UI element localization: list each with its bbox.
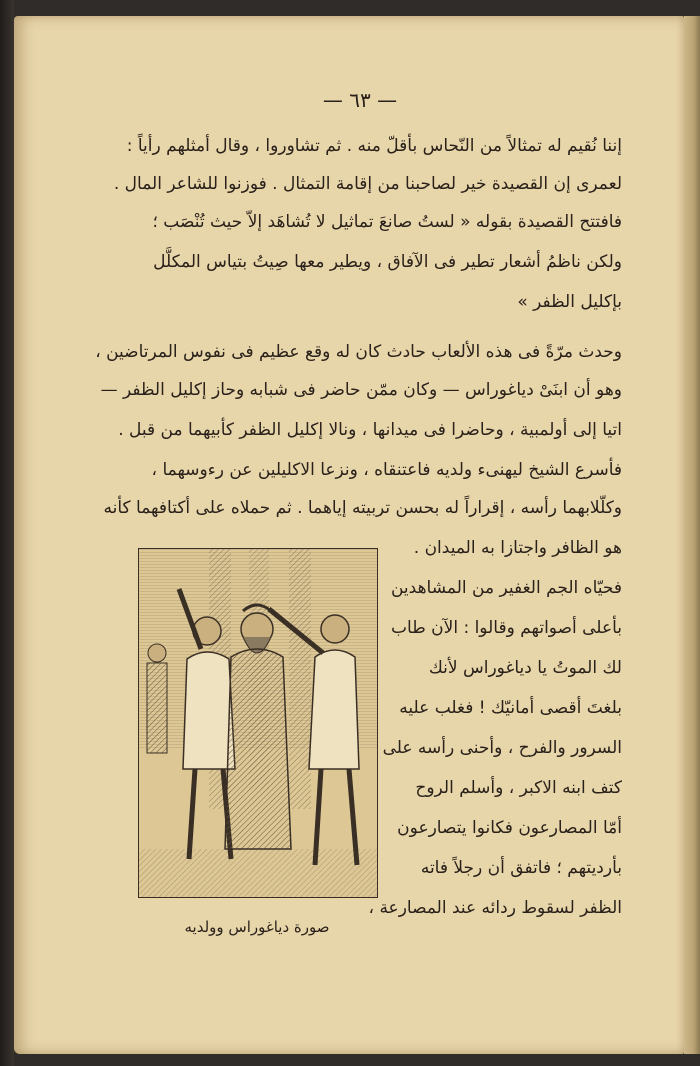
column-line: بأعلى أصواتهم وقالوا : الآن طاب [391,618,622,638]
text-line: لعمرى إن القصيدة خير لصاحبنا من إقامة التمثال . فوزنوا للشاعر المال . [113,174,622,194]
illustration-caption: صورة دياغوراس وولديه [184,918,330,936]
text-line: ولكن ناظمُ أشعار تطير فى الآفاق ، ويطير معها صِيتُ بتياس المكلَّل [153,252,622,272]
book-binding [0,0,14,1066]
text-line: إننا نُقيم له تمثالاً من النّحاس بأقلّ منه . ثم تشاوروا ، وقال أمثلهم رأياً : [126,136,622,156]
engraving-drawing [139,549,377,897]
column-line: لك الموتُ يا دياغوراس لأنك [428,658,622,678]
text-line: وكلّلابهما رأسه ، إقراراً له بحسن تربيته إياهما . ثم حملاه على أكتافهما كأنه [103,498,622,518]
text-line: اتيا إلى أولمبية ، وحاضرا فى ميدانها ، ونالا إكليل الظفر كأبيهما من قبل . [118,420,622,440]
column-line: بلغتَ أقصى أمانيّك ! فغلب عليه [399,698,622,718]
text-line: وحدث مرّةً فى هذه الألعاب حادث كان له وقع عظيم فى نفوس المرتاضين ، [95,342,622,362]
column-line: أمّا المصارعون فكانوا يتصارعون [397,818,622,838]
page-edge [684,16,700,1054]
column-line: كتف ابنه الاكبر ، وأسلم الروح [415,778,622,798]
text-line: فأسرع الشيخ ليهنىء ولديه فاعتنقاه ، ونزعا الاكليلين عن رءوسهما ، [151,460,622,480]
column-line: الظفر لسقوط ردائه عند المصارعة ، [368,898,622,918]
engraving-illustration [138,548,378,898]
text-line: وهو أن ابنَىْ دياغوراس — وكان ممّن حاضر فى شبابه وحاز إكليل الظفر — [100,380,622,400]
text-line: هو الظافر واجتازا به الميدان . [413,538,622,558]
column-line: السرور والفرح ، وأحنى رأسه على [382,738,622,758]
text-line: فافتتح القصيدة بقوله « لستُ صانعَ تماثيل لا تُشاهَد إلاّ حيث تُنْصَب ؛ [152,212,622,232]
column-line: فحيّاه الجم الغفير من المشاهدين [390,578,622,598]
column-line: بأرديتهم ؛ فاتفق أن رجلاً فاته [420,858,622,878]
page-number: — ٦٣ — [322,88,398,112]
text-line: بإكليل الظفر » [517,292,622,312]
